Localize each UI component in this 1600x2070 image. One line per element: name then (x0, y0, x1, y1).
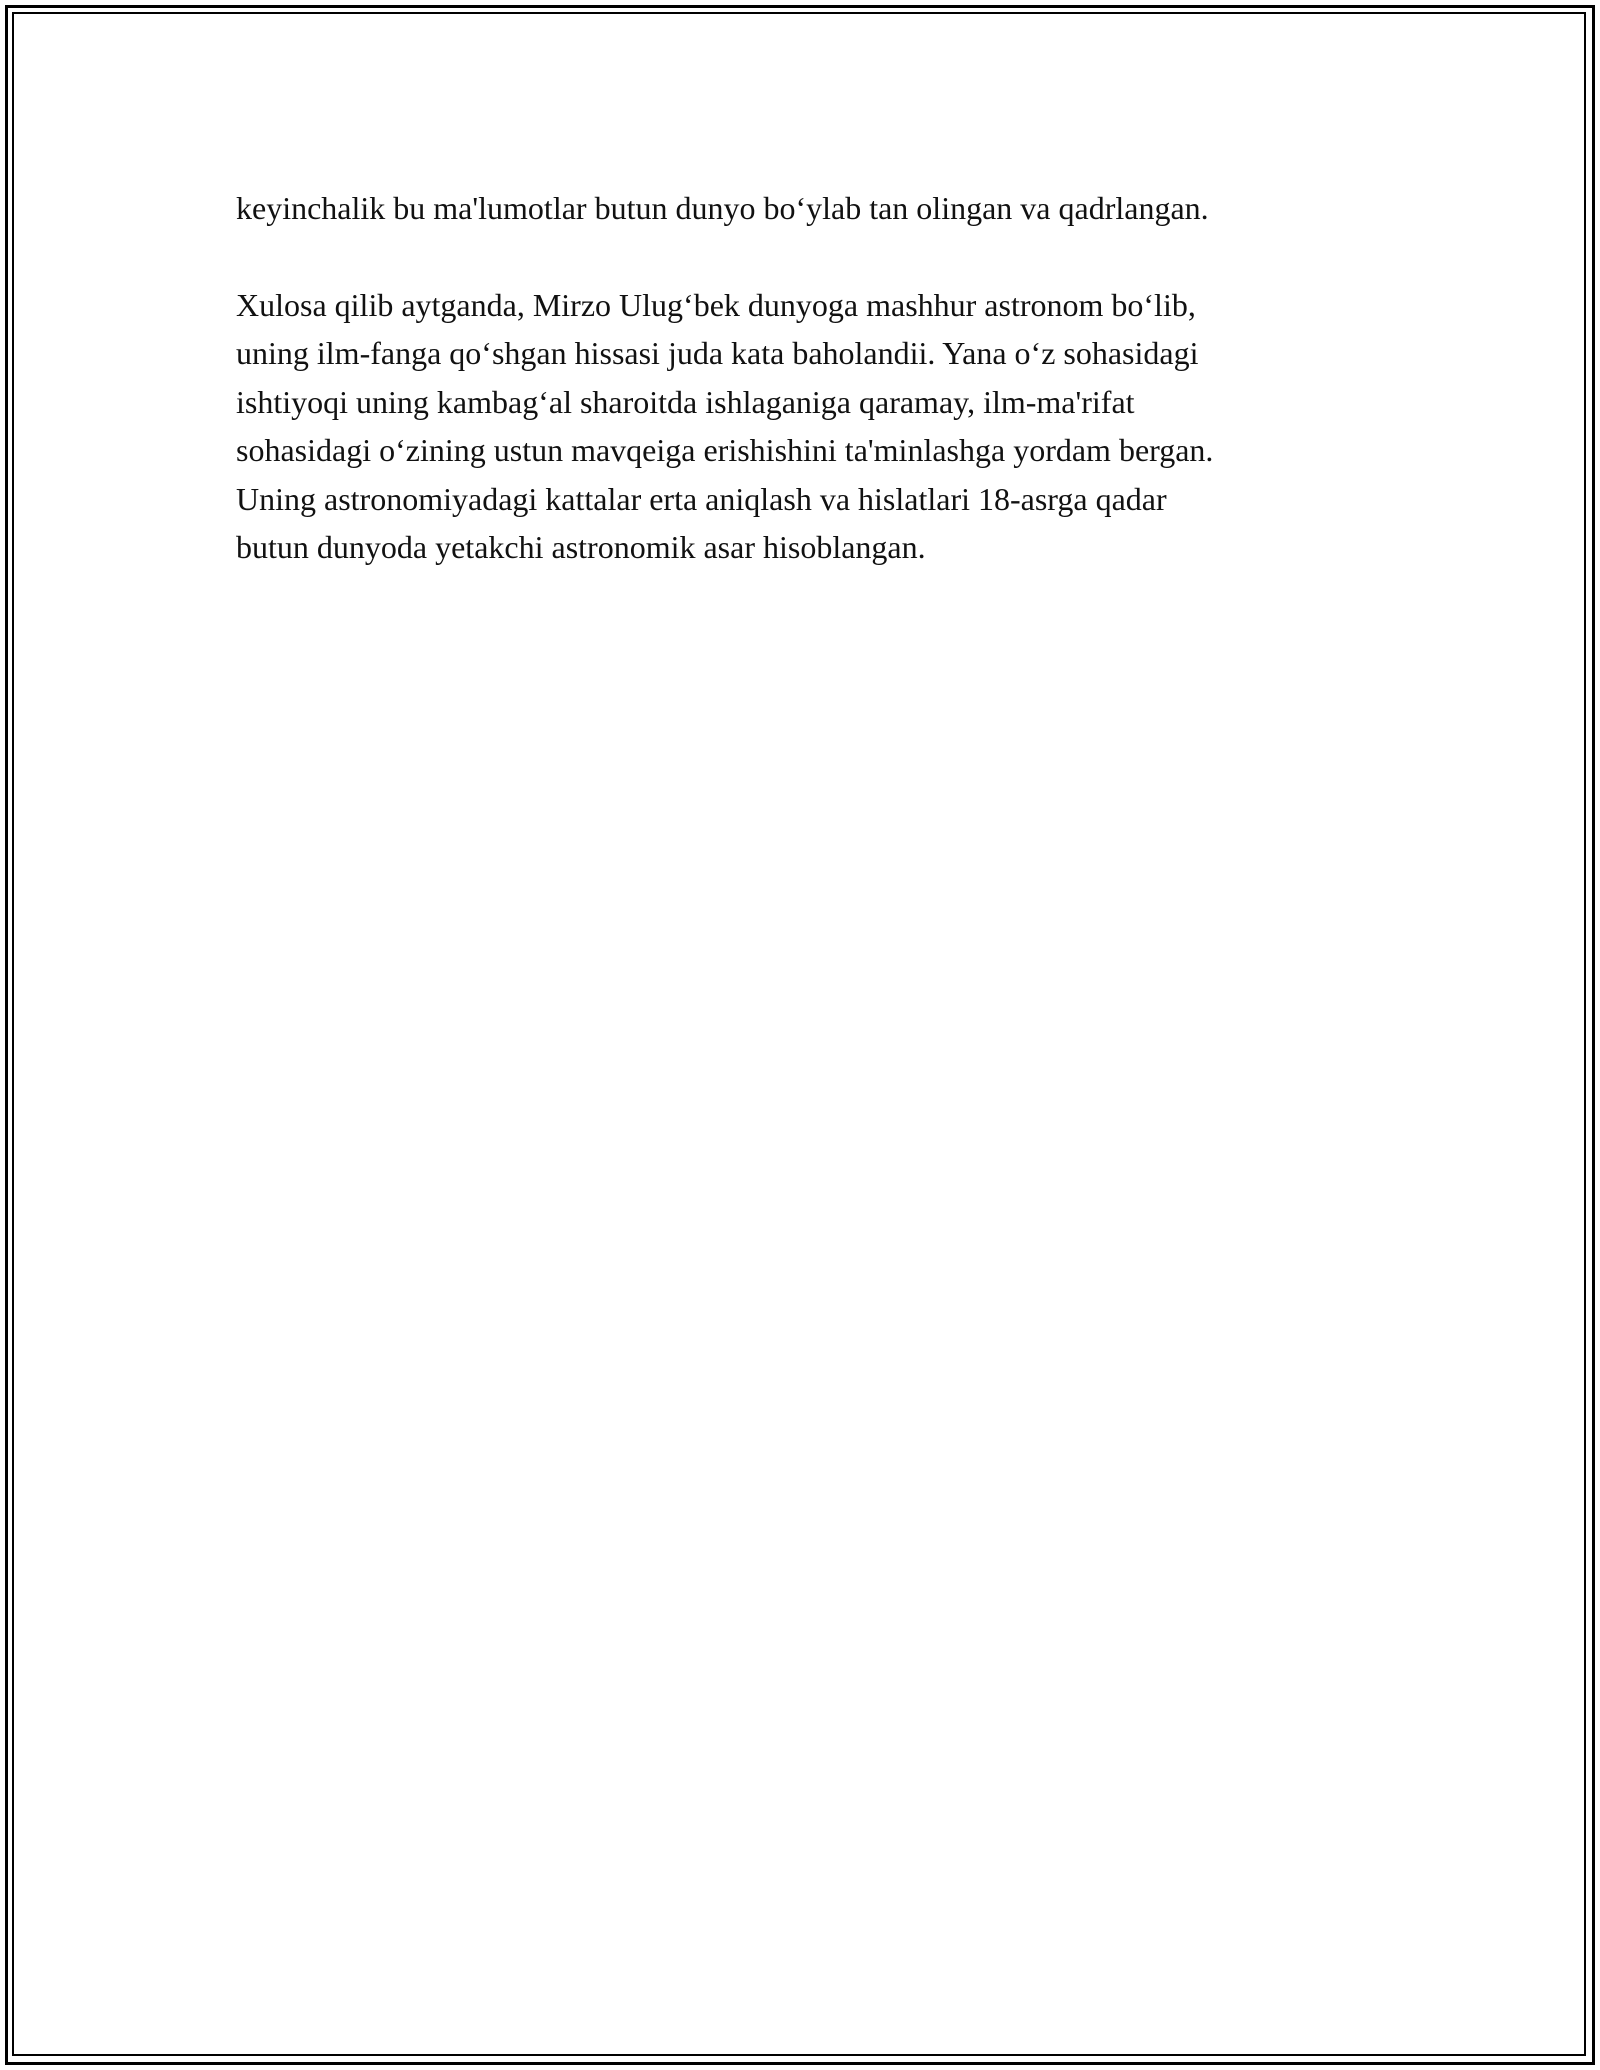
document-body (236, 184, 1376, 572)
paragraph-continuation: keyinchalik bu ma'lumotlar butun dunyo bo‘ylab tan olingan va qadrlangan. (236, 190, 1209, 226)
paragraph-conclusion: Xulosa qilib aytganda, Mirzo Ulug‘bek dunyoga mashhur astronom bo‘lib, uning ilm-fanga qo‘shgan hissasi juda kata baholandii. Yana o‘z sohasidagi ishtiyoqi uning kambag‘al sharoitda ishlaganiga qaramay, ilm-ma'rifat sohasidagi o‘zining ustun mavqeiga erishishini ta'minlashga yordam bergan. Uning astronomiyadagi kattalar erta aniqlash va hislatlari 18-asrga qadar butun dunyoda yetakchi astronomik asar hisoblangan. (236, 286, 1214, 565)
